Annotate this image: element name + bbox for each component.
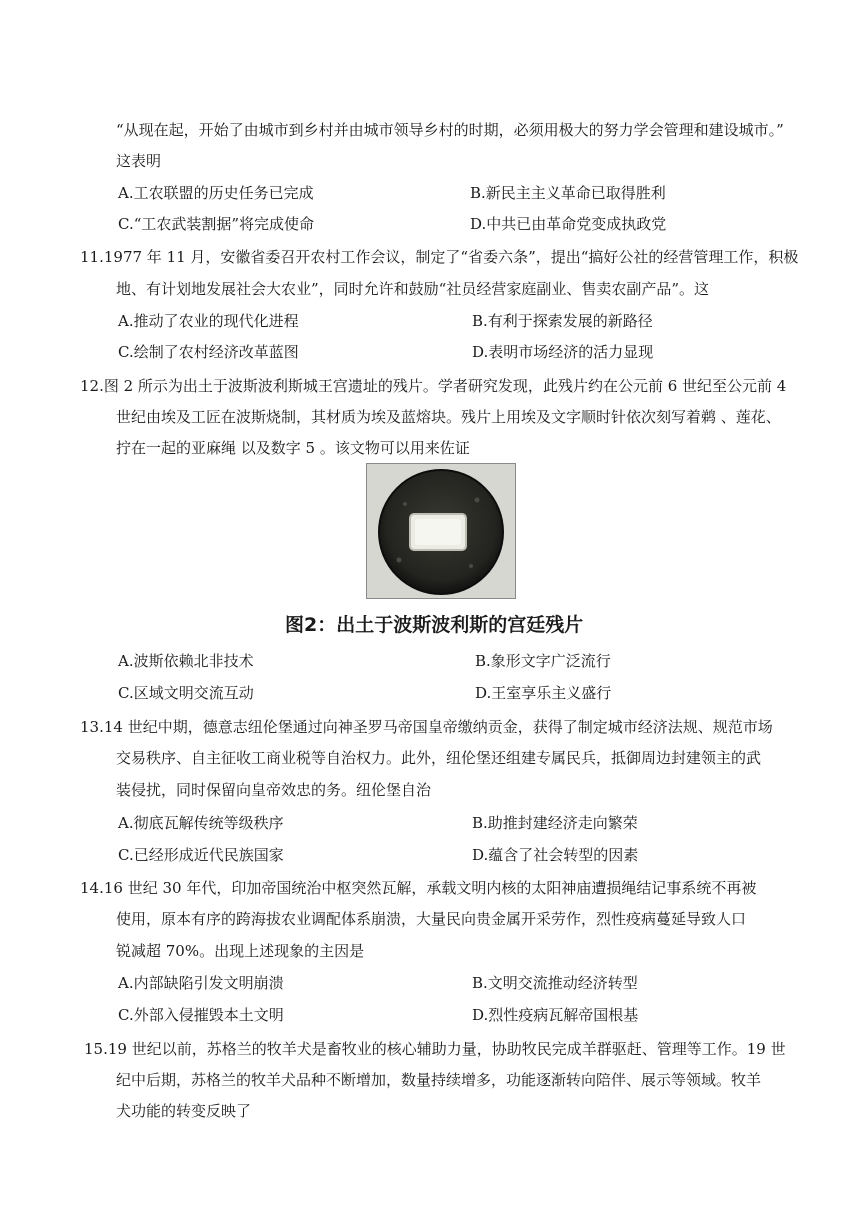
q14-option-b: B.文明交流推动经济转型	[472, 974, 638, 992]
q13-option-c: C.已经形成近代民族国家	[118, 846, 284, 864]
q11-stem-line-2: 地、有计划地发展社会大农业”，同时允许和鼓励“社员经营家庭副业、售卖农副产品”。这	[116, 280, 710, 298]
fragment-illustration	[367, 464, 515, 598]
q11-option-a: A.推动了农业的现代化进程	[118, 312, 299, 330]
q12-stem-line-1: 12.图 2 所示为出土于波斯波利斯城王宫遗址的残片。学者研究发现，此残片约在公元前 6 世纪至公元前 4	[80, 377, 787, 395]
figure-caption: 图2：出土于波斯波利斯的宫廷残片	[285, 614, 584, 636]
q13-stem-line-3: 装侵扰，同时保留向皇帝效忠的务。纽伦堡自治	[116, 781, 432, 799]
q13-stem-line-2: 交易秩序、自主征收工商业税等自治权力。此外，纽伦堡还组建专属民兵，抵御周边封建领主的武	[116, 749, 762, 767]
q13-option-b: B.助推封建经济走向繁荣	[472, 814, 638, 832]
q10-option-c: C.“工农武装割据”将完成使命	[118, 215, 315, 233]
q15-stem-line-3: 犬功能的转变反映了	[116, 1102, 252, 1120]
q10-option-a: A.工农联盟的历史任务已完成	[118, 184, 314, 202]
q13-stem-line-1: 13.14 世纪中期，德意志纽伦堡通过向神圣罗马帝国皇帝缴纳贡金，获得了制定城市经济法规、规范市场	[80, 718, 773, 736]
q15-stem-line-2: 纪中后期，苏格兰的牧羊犬品种不断增加，数量持续增多，功能逐渐转向陪伴、展示等领域。牧羊	[116, 1071, 762, 1089]
q12-option-a: A.波斯依赖北非技术	[118, 652, 254, 670]
q10-option-b: B.新民主主义革命已取得胜利	[470, 184, 666, 202]
q11-option-c: C.绘制了农村经济改革蓝图	[118, 343, 299, 361]
q12-option-b: B.象形文字广泛流行	[475, 652, 611, 670]
q11-option-d: D.表明市场经济的活力显现	[472, 343, 654, 361]
q10-option-d: D.中共已由革命党变成执政党	[470, 215, 667, 233]
q12-stem-line-2: 世纪由埃及工匠在波斯烧制，其材质为埃及蓝熔块。残片上用埃及文字顺时针依次刻写着鹈 、莲花、	[116, 408, 781, 426]
q13-option-d: D.蕴含了社会转型的因素	[472, 846, 639, 864]
q14-stem-line-2: 使用，原本有序的跨海拔农业调配体系崩溃，大量民向贵金属开采劳作，烈性疫病蔓延导致人口	[116, 910, 747, 928]
fragment-photo	[366, 463, 516, 599]
q10-stem-line-2: 这表明	[116, 152, 162, 170]
q14-option-c: C.外部入侵摧毁本土文明	[118, 1006, 284, 1024]
q12-option-d: D.王室享乐主义盛行	[475, 684, 612, 702]
q11-option-b: B.有利于探索发展的新路径	[472, 312, 653, 330]
q12-option-c: C.区域文明交流互动	[118, 684, 254, 702]
q15-stem-line-1: 15.19 世纪以前，苏格兰的牧羊犬是畜牧业的核心辅助力量，协助牧民完成羊群驱赶、管理等工作。19 世	[84, 1040, 786, 1058]
q11-stem-line-1: 11.1977 年 11 月，安徽省委召开农村工作会议，制定了“省委六条”，提出“搞好公社的经营管理工作，积极	[80, 248, 799, 266]
q14-stem-line-3: 锐减超 70%。出现上述现象的主因是	[116, 942, 365, 960]
q14-option-d: D.烈性疫病瓦解帝国根基	[472, 1006, 639, 1024]
q14-stem-line-1: 14.16 世纪 30 年代，印加帝国统治中枢突然瓦解，承载文明内核的太阳神庙遭损绳结记事系统不再被	[80, 879, 757, 897]
q12-stem-line-3: 拧在一起的亚麻绳 以及数字 5 。该文物可以用来佐证	[116, 439, 470, 457]
q13-option-a: A.彻底瓦解传统等级秩序	[118, 814, 284, 832]
q14-option-a: A.内部缺陷引发文明崩溃	[118, 974, 284, 992]
q10-stem-line-1: “从现在起，开始了由城市到乡村并由城市领导乡村的时期，必须用极大的努力学会管理和建设城市。”	[116, 121, 784, 139]
